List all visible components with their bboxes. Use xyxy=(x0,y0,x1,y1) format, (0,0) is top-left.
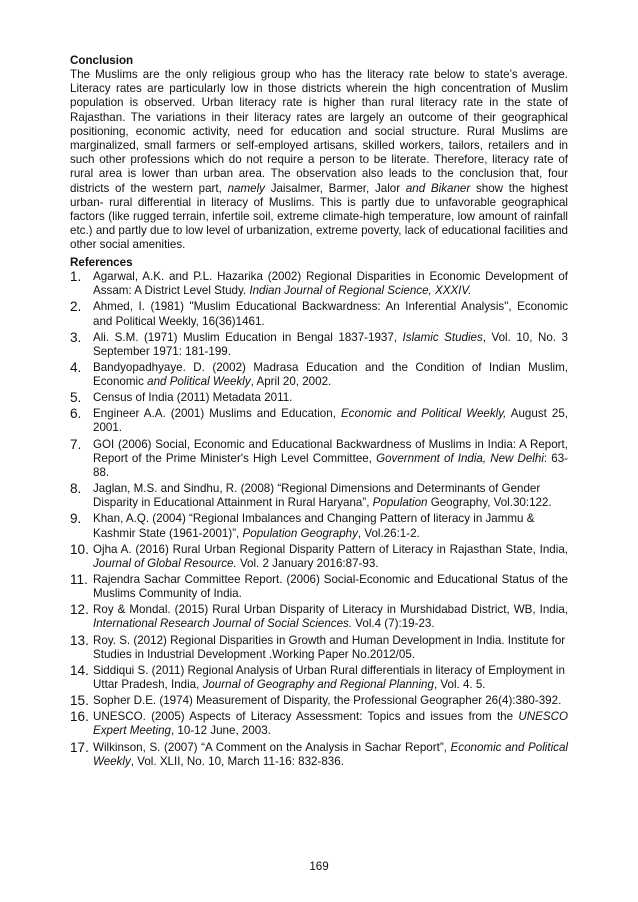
reference-item xyxy=(70,512,568,540)
text-run: Sopher D.E. (1974) Measurement of Disparity, the Professional Geographer 26(4):380-392. xyxy=(93,694,562,708)
text-run: , Vol. XLII, No. 10, March 11-16: 832-836. xyxy=(130,754,344,768)
reference-number: 13. xyxy=(70,632,89,648)
text-run: Vol.4 (7):19-23. xyxy=(352,617,435,631)
text-run: Roy. S. (2012) Regional Disparities in Growth and Human Development in India. Institute for Studies in Industrial Development .Working Paper No.2012/05. xyxy=(93,633,566,661)
reference-item xyxy=(70,331,568,359)
text-run: Geography, Vol.30:122. xyxy=(427,496,552,510)
italic-text-run: and Bikaner xyxy=(405,181,471,195)
text-run: August 25, 2001. xyxy=(93,407,568,435)
text-run: Rajendra Sachar Committee Report. (2006) Social-Economic and Educational Status of the Muslims Community of India. xyxy=(93,572,568,601)
italic-text-run: and Political Weekly xyxy=(147,375,251,389)
text-run: Wilkinson, S. (2007) “A Comment on the Analysis in Sachar Report”, xyxy=(93,740,451,754)
text-run: , 10-12 June, 2003. xyxy=(170,724,271,738)
text-run: Roy & Mondal. (2015) Rural Urban Disparity of Literacy in Murshidabad District, WB, India, xyxy=(93,603,568,617)
reference-item xyxy=(70,361,568,389)
reference-item xyxy=(70,438,568,481)
italic-text-run: Population Geography xyxy=(242,526,358,540)
reference-item xyxy=(70,482,568,510)
reference-item xyxy=(70,270,568,298)
reference-number: 6. xyxy=(70,406,82,422)
reference-number: 7. xyxy=(70,436,82,452)
reference-number: 10. xyxy=(70,541,89,557)
reference-item xyxy=(70,634,568,662)
text-run: Agarwal, A.K. and P.L. Hazarika (2002) Regional Disparities in Economic Development of Assam: A District Level Study. xyxy=(93,270,568,298)
text-run: Ojha A. (2016) Rural Urban Regional Disparity Pattern of Literacy in Rajasthan State, India, xyxy=(93,542,568,556)
text-run: Ahmed, I. (1981) "Muslim Educational Backwardness: An Inferential Analysis", Economic and Political Weekly, 16(36)1461. xyxy=(93,300,568,328)
reference-item xyxy=(70,664,568,692)
text-run: Jaisalmer, Barmer, Jalor xyxy=(264,181,406,195)
italic-text-run: Economic and Political Weekly xyxy=(93,740,568,768)
reference-item xyxy=(70,603,568,631)
text-run: Census of India (2011) Metadata 2011. xyxy=(93,391,293,405)
text-run: Khan, A.Q. (2004) “Regional Imbalances and Changing Pattern of literacy in Jammu & Kashmir State (1961-2001)”, xyxy=(93,512,535,540)
text-run: , April 20, 2002. xyxy=(250,375,332,389)
reference-item xyxy=(70,710,568,738)
text-run: Engineer A.A. (2001) Muslims and Education, xyxy=(93,407,341,421)
reference-number: 1. xyxy=(70,269,82,284)
reference-item xyxy=(70,391,568,405)
italic-text-run: Government of India, New Delhi xyxy=(376,451,544,465)
italic-text-run: International Research Journal of Social Sciences. xyxy=(93,617,353,631)
text-run: Jaglan, M.S. and Sindhu, R. (2008) “Regional Dimensions and Determinants of Gender Disparity in Educational Attainment in Rural Haryana”, xyxy=(93,482,541,510)
italic-text-run: Population xyxy=(372,496,428,510)
text-run: GOI (2006) Social, Economic and Educational Backwardness of Muslims in India: A Report, Report of the Prime Minister's High Level Committee, xyxy=(93,437,568,465)
reference-number: 3. xyxy=(70,329,82,345)
text-run: The Muslims are the only religious group who has the literacy rate below to state’s average. Literacy rates are particularly low in those districts wherein the high concentration of Muslim population is observed. Urban literacy rate is higher than rural literacy rate in the state of Rajasthan. The variations in their literacy rates are largely an outcome of their geographical positioning, economic activity, need for education and social structure. Rural Muslims are marginalized, small farmers or self-employed artisans, skilled workers, tailors, retailers and in such other professions which do not require a person to be literate. Therefore, literacy rate of rural area is lower than urban area. The observation also leads to the conclusion that, four districts of the western part, xyxy=(70,68,568,195)
reference-number: 16. xyxy=(70,709,89,725)
italic-text-run: Journal of Geography and Regional Planning xyxy=(202,678,434,692)
reference-item xyxy=(70,741,568,769)
italic-text-run: Indian Journal of Regional Science, XXXIV. xyxy=(249,284,472,298)
text-run: , Vol.26:1-2. xyxy=(357,526,420,540)
text-run: Ali. S.M. (1971) Muslim Education in Bengal 1837-1937, xyxy=(93,330,403,344)
text-run: Vol. 2 January 2016:87-93. xyxy=(236,556,379,570)
reference-item xyxy=(70,694,568,708)
text-run: Bandyopadhyaye. D. (2002) Madrasa Education and the Condition of Indian Muslim, Economic xyxy=(93,360,568,389)
italic-text-run: Islamic Studies xyxy=(402,330,483,344)
reference-number: 11. xyxy=(70,571,88,587)
reference-number: 2. xyxy=(70,299,82,315)
reference-number: 12. xyxy=(70,602,89,618)
references-list xyxy=(70,270,568,771)
reference-number: 5. xyxy=(70,390,82,406)
text-run: , Vol. 4. 5. xyxy=(433,678,486,692)
italic-text-run: namely xyxy=(227,181,265,195)
reference-number: 9. xyxy=(70,511,82,527)
reference-number: 8. xyxy=(70,481,82,497)
reference-number: 15. xyxy=(70,693,89,709)
conclusion-heading: Conclusion xyxy=(70,54,134,67)
conclusion-paragraph xyxy=(70,68,568,253)
text-run: Siddiqui S. (2011) Regional Analysis of Urban Rural differentials in literacy of Employment in Uttar Pradesh, India, xyxy=(93,663,565,692)
italic-text-run: UNESCO Expert Meeting xyxy=(93,710,568,738)
text-run: show the highest urban- rural differential in literacy of Muslims. This is partly due to unfavorable geographical factors (like rugged terrain, infertile soil, extreme climate-high temperature, low amount of rainfall etc.) and partly due to low level of urbanization, extreme poverty, lack of educational facilities and other social amenities. xyxy=(70,181,569,252)
reference-item xyxy=(70,543,568,571)
reference-number: 4. xyxy=(70,359,82,375)
reference-number: 14. xyxy=(70,662,89,678)
page-number: 169 xyxy=(309,860,329,873)
reference-item xyxy=(70,300,568,328)
italic-text-run: Journal of Global Resource. xyxy=(93,556,237,570)
text-run: : 63-88. xyxy=(93,451,568,479)
text-run: , Vol. 10, No. 3 September 1971: 181-199. xyxy=(93,330,568,358)
references-heading: References xyxy=(70,256,133,269)
reference-item xyxy=(70,573,568,601)
reference-item xyxy=(70,407,568,435)
text-run: UNESCO. (2005) Aspects of Literacy Assessment: Topics and issues from the xyxy=(93,710,519,724)
italic-text-run: Economic and Political Weekly, xyxy=(340,407,507,421)
reference-number: 17. xyxy=(70,739,89,755)
